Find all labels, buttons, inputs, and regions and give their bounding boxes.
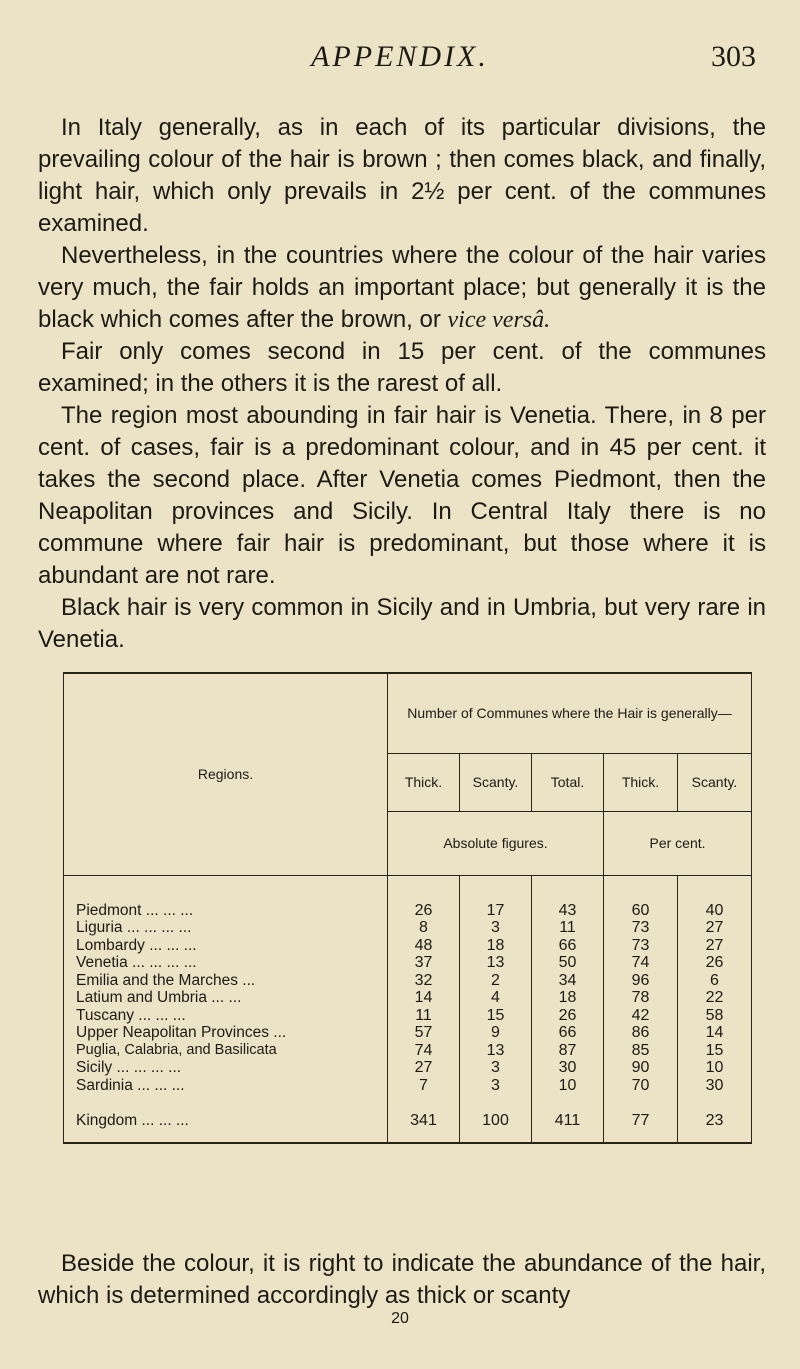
region-name: Sicily ... ... ... ... — [64, 1059, 388, 1077]
hair-statistics-table — [63, 672, 751, 1144]
cell: 14 — [678, 1024, 752, 1042]
cell: 87 — [532, 1042, 604, 1060]
cell: 43 — [532, 875, 604, 919]
cell: 14 — [388, 989, 460, 1007]
cell: 10 — [532, 1077, 604, 1099]
total-cell: 77 — [604, 1098, 678, 1143]
cell: 66 — [532, 1024, 604, 1042]
cell: 96 — [604, 972, 678, 990]
cell: 6 — [678, 972, 752, 990]
italic-phrase: vice versâ. — [447, 307, 551, 333]
cell: 85 — [604, 1042, 678, 1060]
cell: 15 — [460, 1007, 532, 1025]
cell: 17 — [460, 875, 532, 919]
table-row — [64, 1024, 752, 1042]
cell: 18 — [460, 937, 532, 955]
table-row — [64, 919, 752, 937]
cell: 34 — [532, 972, 604, 990]
col-scanty-percent: Scanty. — [678, 753, 752, 811]
table-row — [64, 937, 752, 955]
cell: 30 — [678, 1077, 752, 1099]
cell: 18 — [532, 989, 604, 1007]
cell: 2 — [460, 972, 532, 990]
paragraph-text: Nevertheless, in the countries where the colour of the hair varies very much, the fair holds an important place; but generally it is the black which comes after the brown, or — [38, 242, 766, 333]
region-name: Upper Neapolitan Provinces ... — [64, 1024, 388, 1042]
col-scanty-absolute: Scanty. — [460, 753, 532, 811]
cell: 74 — [388, 1042, 460, 1060]
region-name: Sardinia ... ... ... — [64, 1077, 388, 1099]
col-total-absolute: Total. — [532, 753, 604, 811]
total-label: Kingdom ... ... ... — [64, 1098, 388, 1143]
cell: 42 — [604, 1007, 678, 1025]
cell: 58 — [678, 1007, 752, 1025]
total-cell: 341 — [388, 1098, 460, 1143]
paragraph: Black hair is very common in Sicily and in Umbria, but very rare in Venetia. — [38, 594, 766, 653]
table-row — [64, 989, 752, 1007]
table-row — [64, 1059, 752, 1077]
running-title: APPENDIX. — [311, 40, 489, 73]
cell: 22 — [678, 989, 752, 1007]
cell: 74 — [604, 954, 678, 972]
cell: 40 — [678, 875, 752, 919]
cell: 15 — [678, 1042, 752, 1060]
per-cent-header: Per cent. — [604, 811, 752, 875]
cell: 27 — [678, 919, 752, 937]
cell: 8 — [388, 919, 460, 937]
cell: 66 — [532, 937, 604, 955]
cell: 3 — [460, 1059, 532, 1077]
cell: 30 — [532, 1059, 604, 1077]
paragraph: Fair only comes second in 15 per cent. of the communes examined; in the others it is the rarest of all. — [38, 338, 766, 397]
cell: 26 — [532, 1007, 604, 1025]
cell: 10 — [678, 1059, 752, 1077]
paragraph: The region most abounding in fair hair is Venetia. There, in 8 per cent. of cases, fair is a predominant colour, and in 45 per cent. it takes the second place. After Venetia comes Piedmont, then the Neapolitan provinces and Sicily. In Central Italy there is no commune where fair hair is predominant, but those where it is abundant are not rare. — [38, 402, 766, 589]
region-name: Latium and Umbria ... ... — [64, 989, 388, 1007]
region-name: Puglia, Calabria, and Basilicata — [64, 1042, 388, 1060]
paragraph — [38, 240, 766, 336]
cell: 27 — [388, 1059, 460, 1077]
region-name: Piedmont ... ... ... — [64, 875, 388, 919]
signature-mark: 20 — [391, 1310, 409, 1327]
cell: 90 — [604, 1059, 678, 1077]
cell: 3 — [460, 919, 532, 937]
cell: 27 — [678, 937, 752, 955]
communes-header: Number of Communes where the Hair is generally— — [388, 673, 752, 753]
region-name: Venetia ... ... ... ... — [64, 954, 388, 972]
cell: 7 — [388, 1077, 460, 1099]
cell: 37 — [388, 954, 460, 972]
cell: 48 — [388, 937, 460, 955]
absolute-figures-header: Absolute figures. — [388, 811, 604, 875]
footer-text — [38, 1248, 766, 1312]
paragraph: In Italy generally, as in each of its particular divisions, the prevailing colour of the hair is brown ; then comes black, and finally, light hair, which only prevails in 2½ per cent. of the communes examined. — [38, 114, 766, 237]
cell: 26 — [678, 954, 752, 972]
cell: 32 — [388, 972, 460, 990]
cell: 50 — [532, 954, 604, 972]
col-thick-absolute: Thick. — [388, 753, 460, 811]
table-row — [64, 1007, 752, 1025]
paragraph: Beside the colour, it is right to indicate the abundance of the hair, which is determined accordingly as thick or scanty — [38, 1250, 766, 1309]
total-cell: 411 — [532, 1098, 604, 1143]
total-row — [64, 1098, 752, 1143]
table-row — [64, 972, 752, 990]
cell: 13 — [460, 954, 532, 972]
table-row — [64, 875, 752, 919]
table-row — [64, 954, 752, 972]
cell: 86 — [604, 1024, 678, 1042]
region-name: Lombardy ... ... ... — [64, 937, 388, 955]
cell: 78 — [604, 989, 678, 1007]
page-header — [0, 40, 800, 80]
total-cell: 100 — [460, 1098, 532, 1143]
region-name: Tuscany ... ... ... — [64, 1007, 388, 1025]
cell: 26 — [388, 875, 460, 919]
cell: 4 — [460, 989, 532, 1007]
table-row — [64, 1077, 752, 1099]
cell: 9 — [460, 1024, 532, 1042]
cell: 73 — [604, 919, 678, 937]
cell: 11 — [532, 919, 604, 937]
total-cell: 23 — [678, 1098, 752, 1143]
region-name: Emilia and the Marches ... — [64, 972, 388, 990]
body-text — [38, 112, 766, 656]
cell: 70 — [604, 1077, 678, 1099]
cell: 11 — [388, 1007, 460, 1025]
cell: 60 — [604, 875, 678, 919]
table-row — [64, 1042, 752, 1060]
region-name: Liguria ... ... ... ... — [64, 919, 388, 937]
page-number: 303 — [711, 40, 756, 73]
col-thick-percent: Thick. — [604, 753, 678, 811]
cell: 57 — [388, 1024, 460, 1042]
cell: 3 — [460, 1077, 532, 1099]
cell: 73 — [604, 937, 678, 955]
cell: 13 — [460, 1042, 532, 1060]
regions-header: Regions. — [64, 673, 388, 875]
